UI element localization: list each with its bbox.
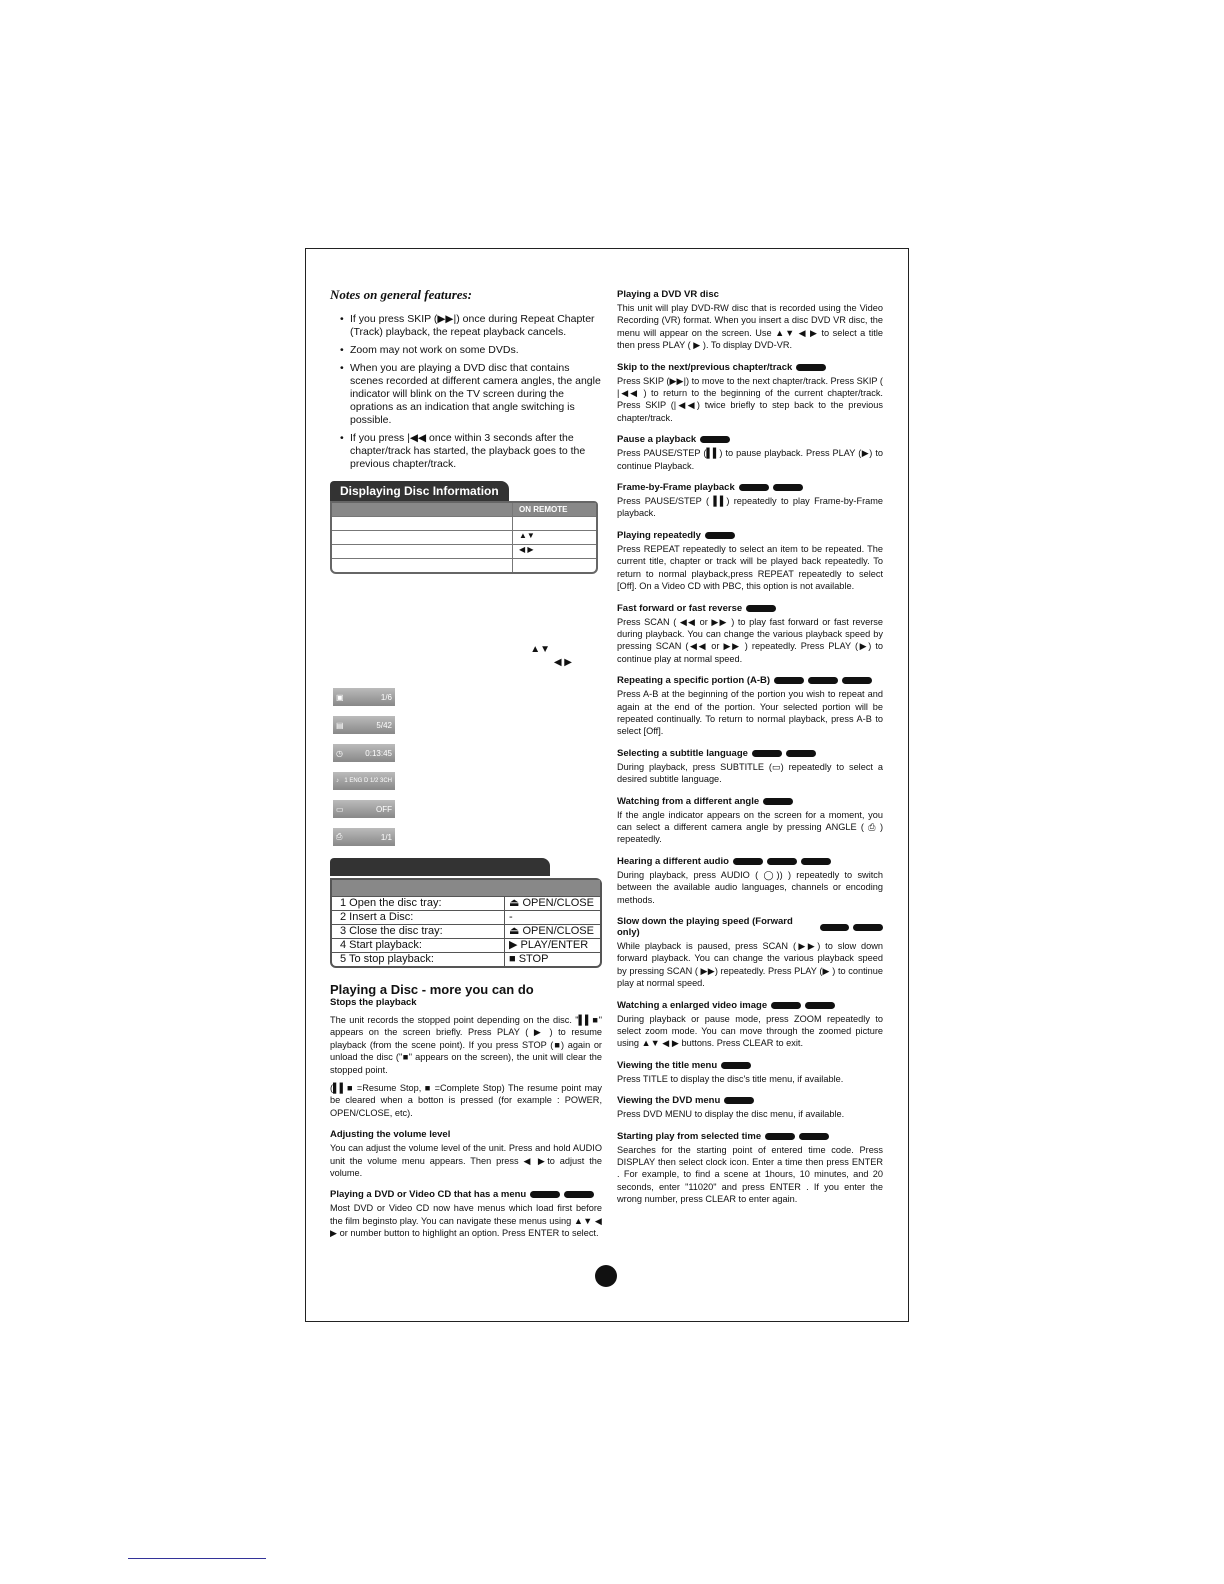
info-remote	[513, 517, 596, 530]
disc-badge	[767, 858, 797, 865]
feature-section	[617, 1000, 883, 1050]
disc-badge	[853, 924, 883, 931]
feature-text: During playback, press AUDIO ( ◯)) ) repeatedly to switch between the available audio languages, channels or encoding methods.	[617, 869, 883, 905]
feature-text: Press DVD MENU to display the disc menu, if available.	[617, 1109, 845, 1120]
feature-text: While playback is paused, press SCAN (▶▶) to slow down forward playback. You can change the various playback speed by pressing SCAN ( ▶▶) repeatedly. Press PLAY (▶ ) to continue play at normal speed.	[617, 941, 883, 989]
disc-badge	[746, 605, 776, 612]
disc-badge	[796, 364, 826, 371]
menu-text: Most DVD or Video CD now have menus which load first before the film beginsto play. You can navigate these menus using ▲▼ ◀ ▶ or number button to highlight an option. Press ENTER to select.	[330, 1203, 602, 1239]
stops-text-1: The unit records the stopped point depending on the disc. "▌▌■" appears on the screen briefly. Press PLAY ( ▶ ) to resume playback (from the scene point). If you press STOP (■) again or unload the disc ("■" appears on the screen), the unit will clear the stopped point.	[330, 1015, 602, 1075]
feature-text: During playback or pause mode, press ZOOM repeatedly to select zoom mode. You can move through the zoomed picture using ▲▼ ◀ ▶ buttons. Press CLEAR to exit.	[617, 1013, 883, 1049]
step-label: 3 Close the disc tray:	[332, 925, 505, 938]
disc-badge	[808, 677, 838, 684]
feature-title: Starting play from selected time	[617, 1131, 883, 1142]
stops-title: Stops the playback	[330, 997, 417, 1008]
feature-text: If the angle indicator appears on the screen for a moment, you can select a different camera angle by pressing ANGLE ( ⎙ ) repeatedly.	[617, 809, 883, 845]
feature-title: Skip to the next/previous chapter/track	[617, 362, 883, 373]
info-label	[332, 517, 513, 530]
more-title: Playing a Disc - more you can do	[330, 982, 534, 997]
info-label	[332, 559, 513, 572]
feature-text: Press PAUSE/STEP ( ▌▌) repeatedly to play Frame-by-Frame playback.	[617, 496, 883, 519]
feature-text: Press SKIP (▶▶|) to move to the next chapter/track. Press SKIP ( |◀◀ ) to return to the beginning of the current chapter/track. Press SKIP (|◀◀) twice briefly to step back to the previous chapter/track.	[617, 375, 883, 423]
feature-text: Press TITLE to display the disc's title menu, if available.	[617, 1073, 844, 1084]
subtitle-icon: ▭	[336, 804, 344, 814]
disc-badge	[786, 750, 816, 757]
disc-badge	[774, 677, 804, 684]
feature-section	[617, 1131, 883, 1206]
info-remote	[513, 559, 596, 572]
page-number-dot	[595, 1265, 617, 1287]
left-right-arrows-icon: ◀ ▶	[553, 657, 572, 668]
feature-section	[617, 916, 883, 990]
feature-title: Selecting a subtitle language	[617, 748, 883, 759]
feature-section	[617, 796, 883, 846]
feature-text: Press A-B at the beginning of the portion you wish to repeat and again at the end of the portion. Your selected portion will be repeated continually. To return to normal playback, press A-B to select [Off].	[617, 689, 883, 737]
disc-badge	[705, 532, 735, 539]
feature-title: Playing repeatedly	[617, 530, 883, 541]
disc-badge	[530, 1191, 560, 1198]
feature-title: Fast forward or fast reverse	[617, 603, 883, 614]
right-column	[617, 289, 883, 1216]
step-action: ■ STOP	[509, 953, 549, 965]
steps-title-bar	[330, 858, 550, 876]
feature-section	[617, 434, 883, 472]
feature-title: Repeating a specific portion (A-B)	[617, 675, 883, 686]
disc-badge	[799, 1133, 829, 1140]
step-action: ⏏ OPEN/CLOSE	[509, 925, 594, 937]
feature-text: Searches for the starting point of entered time code. Press DISPLAY then select clock icon. Enter a time then press ENTER . For example, to find a scene at 1hours, 10 minutes, and 20 seconds, enter "11020" and press ENTER . If you enter the wrong number, press CLEAR to enter again.	[617, 1144, 883, 1205]
feature-section	[617, 675, 883, 738]
angle-icon: ⎙	[336, 832, 343, 841]
osd-angle: ⎙ 1/1	[333, 828, 395, 846]
feature-title: Viewing the DVD menu	[617, 1095, 883, 1106]
title-icon: ▣	[336, 692, 344, 702]
feature-title: Slow down the playing speed (Forward only)	[617, 916, 883, 938]
osd-list	[333, 688, 602, 846]
note-item: • If you press |◀◀ once within 3 seconds after the chapter/track has started, the playback goes to the previous chapter/track.	[340, 432, 602, 471]
volume-text: You can adjust the volume level of the unit. Press and hold AUDIO unit the volume menu appears. Then press ◀ ▶to adjust the volume.	[330, 1143, 602, 1179]
time-icon: ◷	[336, 748, 343, 758]
menu-title: Playing a DVD or Video CD that has a menu	[330, 1189, 602, 1200]
disc-badge	[739, 484, 769, 491]
note-item: • When you are playing a DVD disc that contains scenes recorded at different camera angles, the angle indicator will blink on the TV screen during the oprations as an indication that angle switching is possible.	[340, 362, 602, 427]
feature-text: Press SCAN ( ◀◀ or ▶▶ ) to play fast forward or fast reverse during playback. You can change the various playback speed by pressing SCAN (◀◀ or ▶▶ ) repeatedly. Press PLAY (▶) to continue play at normal speed.	[617, 616, 883, 664]
audio-icon: ♪	[336, 778, 339, 784]
manual-page	[305, 248, 909, 1322]
step-action: ▶ PLAY/ENTER	[509, 939, 589, 951]
feature-section	[617, 482, 883, 520]
step-label: 1 Open the disc tray:	[332, 897, 505, 910]
disc-info-table	[330, 501, 598, 574]
feature-title: Watching a enlarged video image	[617, 1000, 883, 1011]
footer-rule	[128, 1558, 266, 1559]
feature-text: Press REPEAT repeatedly to select an item to be repeated. The current title, chapter or track will be played back repeatedly. To return to normal playback,press REPEAT repeatedly to select [Off]. On a Video CD with PBC, this option is not available.	[617, 543, 883, 592]
disc-badge	[773, 484, 803, 491]
disc-badge	[765, 1133, 795, 1140]
feature-text: During playback, press SUBTITLE (▭) repeatedly to select a desired subtitle language.	[617, 761, 883, 785]
feature-section	[617, 1095, 883, 1120]
volume-title: Adjusting the volume level	[330, 1129, 451, 1141]
feature-title: Pause a playback	[617, 434, 883, 445]
feature-text: This unit will play DVD-RW disc that is recorded using the Video Recording (VR) format. When you insert a disc DVD VR disc, the menu will appear on the screen. Use ▲▼ ◀ ▶ to select a title then press PLAY ( ▶ ). To display DVD-VR.	[617, 303, 883, 351]
disc-badge	[721, 1062, 751, 1069]
disc-badge	[801, 858, 831, 865]
disc-badge	[763, 798, 793, 805]
feature-section	[617, 856, 883, 906]
step-action: -	[509, 911, 513, 923]
disc-badge	[733, 858, 763, 865]
feature-title: Playing a DVD VR disc	[617, 289, 719, 300]
step-label: 5 To stop playback:	[332, 953, 505, 966]
feature-text: Press PAUSE/STEP (▌▌) to pause playback. Press PLAY (▶) to continue Playback.	[617, 448, 883, 471]
feature-title: Frame-by-Frame playback	[617, 482, 883, 493]
disc-badge	[752, 750, 782, 757]
disc-badge	[805, 1002, 835, 1009]
disc-badge	[724, 1097, 754, 1104]
feature-title: Watching from a different angle	[617, 796, 883, 807]
disc-badge	[771, 1002, 801, 1009]
chapter-icon: ▤	[336, 720, 344, 730]
step-label: 4 Start playback:	[332, 939, 505, 952]
feature-section	[617, 1060, 883, 1085]
disc-badge	[842, 677, 872, 684]
feature-title: Hearing a different audio	[617, 856, 883, 867]
osd-time: ◷ 0:13:45	[333, 744, 395, 762]
on-remote-header: ON REMOTE	[519, 505, 568, 514]
osd-subtitle: ▭ OFF	[333, 800, 395, 818]
info-label	[332, 531, 513, 544]
left-column	[330, 287, 602, 1246]
steps-table	[330, 878, 602, 968]
feature-section	[617, 748, 883, 786]
disc-info-title: Displaying Disc Information	[330, 481, 509, 501]
step-label: 2 Insert a Disc:	[332, 911, 505, 924]
feature-title: Viewing the title menu	[617, 1060, 883, 1071]
notes-list	[330, 313, 602, 471]
notes-title: Notes on general features:	[330, 287, 472, 302]
osd-title: ▣ 1/6	[333, 688, 395, 706]
feature-section	[617, 362, 883, 425]
info-remote: ◀ ▶	[519, 545, 534, 554]
step-action: ⏏ OPEN/CLOSE	[509, 897, 594, 909]
feature-section	[617, 603, 883, 666]
osd-chapter: ▤ 5/42	[333, 716, 395, 734]
info-label	[332, 545, 513, 558]
note-item: • If you press SKIP (▶▶|) once during Repeat Chapter (Track) playback, the repeat playback cancels.	[340, 313, 602, 339]
disc-info-instructions	[330, 574, 602, 684]
stops-text-2: (▌▌■ =Resume Stop, ■ =Complete Stop) The resume point may be cleared when a botton is pressed (for example : POWER, OPEN/CLOSE, etc).	[330, 1083, 602, 1118]
disc-badge	[564, 1191, 594, 1198]
osd-audio: ♪ 1 ENG D 1/2 3CH	[333, 772, 395, 790]
feature-section	[617, 530, 883, 593]
disc-badge	[820, 924, 850, 931]
info-remote: ▲▼	[519, 531, 535, 540]
up-down-arrows-icon: ▲▼	[530, 644, 550, 655]
feature-section	[617, 289, 883, 352]
disc-badge	[700, 436, 730, 443]
note-item: • Zoom may not work on some DVDs.	[340, 344, 602, 357]
